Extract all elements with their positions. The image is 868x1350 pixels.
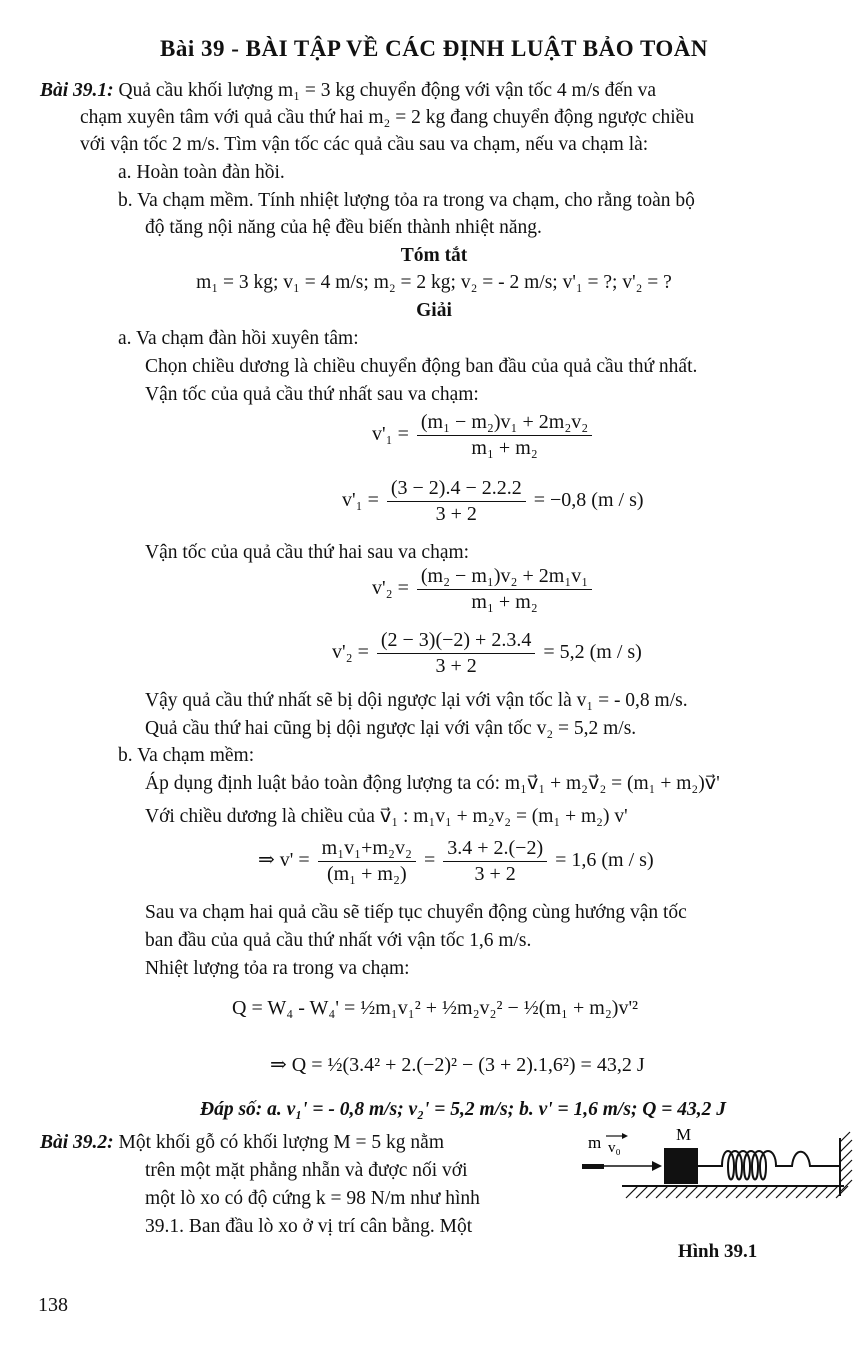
numerator: 3.4 + 2.(−2) (443, 836, 547, 862)
block-label-M: M (676, 1126, 692, 1144)
formula-heat-numeric: ⇒ Q = ½(3.4² + 2.(−2)² − (3 + 2).1,6²) = 43,2 J (270, 1054, 645, 1076)
problem-39-2-line-3: một lò xo có độ cứng k = 98 N/m như hình (145, 1188, 480, 1209)
figure-block-spring (582, 1126, 864, 1234)
wooden-block-icon (664, 1148, 698, 1184)
problem-39-2-line-1 (40, 1130, 444, 1155)
solution-b-heading: b. Va chạm mềm: (118, 745, 255, 766)
denominator: m₁ + m₂ (471, 437, 538, 459)
formula-v2-numeric (332, 628, 642, 679)
problem-39-1-option-b-1: b. Va chạm mềm. Tính nhiệt lượng tỏa ra trong va chạm, cho rằng toàn bộ (118, 190, 695, 211)
page-number: 138 (38, 1294, 68, 1316)
solution-b-text-4: ban đầu của quả cầu thứ nhất với vận tốc 1,6 m/s. (145, 930, 532, 951)
velocity-arrowhead-icon (652, 1161, 662, 1171)
answer-line: Đáp số: a. v₁' = - 0,8 m/s; v₂' = 5,2 m/s; b. v' = 1,6 m/s; Q = 43,2 J (200, 1099, 727, 1120)
problem-39-2-text-1: Một khối gỗ có khối lượng M = 5 kg nằm (118, 1132, 445, 1153)
formula-result: = −0,8 (m / s) (533, 489, 644, 512)
problem-39-2-label: Bài 39.2: (40, 1132, 114, 1153)
solution-b-text-5: Nhiệt lượng tỏa ra trong va chạm: (145, 958, 410, 979)
formula-v1-general (372, 410, 595, 461)
projectile-icon (582, 1164, 604, 1169)
figure-caption: Hình 39.1 (678, 1241, 758, 1262)
solution-a-text-3: Vận tốc của quả cầu thứ hai sau va chạm: (145, 542, 470, 563)
problem-39-1-label: Bài 39.1: (40, 80, 114, 101)
formula-v1-numeric (342, 476, 644, 527)
velocity-label-v0: v₀ (608, 1140, 621, 1156)
vector-arrowhead-icon (622, 1133, 628, 1139)
fraction (377, 628, 535, 679)
formula-lhs: v'₂ = (372, 577, 409, 600)
formula-lhs: v'₁ = (372, 423, 409, 446)
fraction (443, 836, 547, 887)
problem-39-1-line-1 (40, 78, 656, 103)
solution-heading: Giải (416, 300, 452, 321)
formula-lhs: v'₁ = (342, 489, 379, 512)
problem-39-1-line-2: chạm xuyên tâm với quả cầu thứ hai m₂ = 2 kg đang chuyển động ngược chiều (80, 107, 695, 128)
fraction (417, 410, 592, 461)
problem-39-1-option-b-2: độ tăng nội năng của hệ đều biến thành nhiệt năng. (145, 217, 542, 238)
formula-heat-general: Q = W₄ - W₄' = ½m₁v₁² + ½m₂v₂² − ½(m₁ + m₂)v'² (232, 997, 639, 1019)
formula-lhs: ⇒ v' = (258, 849, 310, 872)
floor-hatching-icon (626, 1186, 848, 1198)
denominator: (m₁ + m₂) (326, 863, 407, 885)
numerator: m₁v₁+m₂v₂ (318, 836, 416, 862)
numerator: (m₂ − m₁)v₂ + 2m₁v₁ (417, 564, 592, 590)
numerator: (3 − 2).4 − 2.2.2 (387, 476, 526, 502)
problem-39-1-option-a: a. Hoàn toàn đàn hồi. (118, 162, 285, 183)
wall-hatching-icon (840, 1132, 852, 1192)
spring-icon (698, 1151, 840, 1180)
numerator: (2 − 3)(−2) + 2.3.4 (377, 628, 535, 654)
summary-values: m₁ = 3 kg; v₁ = 4 m/s; m₂ = 2 kg; v₂ = - 2 m/s; v'₁ = ?; v'₂ = ? (196, 272, 672, 293)
denominator: 3 + 2 (435, 655, 477, 677)
formula-result: = 5,2 (m / s) (543, 641, 642, 664)
solution-a-text-1: Chọn chiều dương là chiều chuyển động ban đầu của quả cầu thứ nhất. (145, 356, 698, 377)
solution-b-text-2: Với chiều dương là chiều của v⃗₁ : m₁v₁ + m₂v₂ = (m₁ + m₂) v' (145, 806, 628, 827)
fraction (387, 476, 526, 527)
mass-label-m: m (588, 1133, 602, 1152)
fraction (318, 836, 416, 887)
solution-a-heading: a. Va chạm đàn hồi xuyên tâm: (118, 328, 359, 349)
solution-b-text-1: Áp dụng định luật bảo toàn động lượng ta có: m₁v⃗₁ + m₂v⃗₂ = (m₁ + m₂)v⃗' (145, 773, 720, 794)
denominator: m₁ + m₂ (471, 591, 538, 613)
formula-result: = 1,6 (m / s) (555, 849, 654, 872)
solution-b-text-3: Sau va chạm hai quả cầu sẽ tiếp tục chuyển động cùng hướng vận tốc (145, 902, 687, 923)
formula-v2-general (372, 564, 595, 615)
summary-heading: Tóm tắt (400, 245, 468, 266)
problem-39-2-line-2: trên một mặt phẳng nhẵn và được nối với (145, 1160, 468, 1181)
equals-sign: = (423, 849, 436, 872)
formula-v-common (258, 836, 654, 887)
denominator: 3 + 2 (435, 503, 477, 525)
numerator: (m₁ − m₂)v₁ + 2m₂v₂ (417, 410, 592, 436)
page-title: Bài 39 - BÀI TẬP VỀ CÁC ĐỊNH LUẬT BẢO TOÀN (160, 36, 708, 61)
fraction (417, 564, 592, 615)
problem-39-2-line-4: 39.1. Ban đầu lò xo ở vị trí cân bằng. Một (145, 1216, 473, 1237)
denominator: 3 + 2 (474, 863, 516, 885)
formula-lhs: v'₂ = (332, 641, 369, 664)
solution-a-text-4: Vậy quả cầu thứ nhất sẽ bị dội ngược lại với vận tốc là v₁ = - 0,8 m/s. (145, 690, 688, 711)
solution-a-text-5: Quả cầu thứ hai cũng bị dội ngược lại với vận tốc v₂ = 5,2 m/s. (145, 718, 637, 739)
solution-a-text-2: Vận tốc của quả cầu thứ nhất sau va chạm: (145, 384, 479, 405)
problem-39-1-text-1: Quả cầu khối lượng m₁ = 3 kg chuyển động với vận tốc 4 m/s đến va (118, 80, 657, 101)
problem-39-1-line-3: với vận tốc 2 m/s. Tìm vận tốc các quả cầu sau va chạm, nếu va chạm là: (80, 134, 649, 155)
